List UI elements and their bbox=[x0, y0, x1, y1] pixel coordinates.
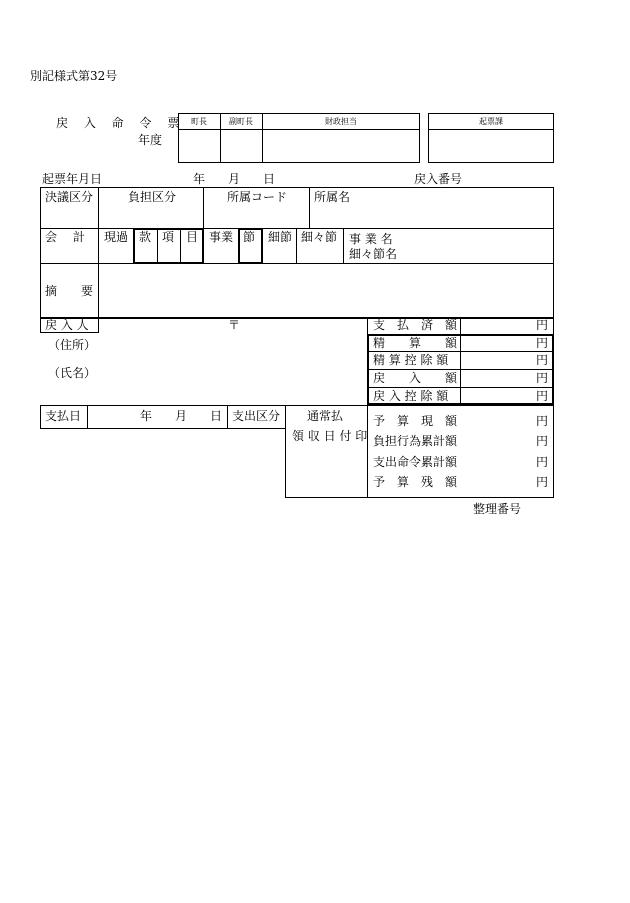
drafting-section-stamp-label: 起票課 bbox=[479, 117, 503, 126]
summary-label: 摘 要 bbox=[45, 284, 94, 298]
draft-date-month: 月 bbox=[228, 172, 241, 186]
accounting-label: 会 計 bbox=[45, 230, 88, 244]
amount-unit-settlement: 円 bbox=[536, 336, 549, 350]
payment-date-label: 支払日 bbox=[45, 409, 82, 423]
resolution-category-label: 決議区分 bbox=[45, 190, 94, 204]
amount-label-settlement: 精 算 額 bbox=[373, 336, 458, 350]
budget-current-unit: 円 bbox=[536, 414, 549, 428]
setsu-label: 節 bbox=[243, 230, 256, 244]
address-label: （住所） bbox=[48, 338, 97, 352]
payment-category-value: 通常払 bbox=[307, 409, 344, 423]
payment-category-label: 支出区分 bbox=[232, 409, 281, 423]
payment-order-cumulative-unit: 円 bbox=[536, 455, 549, 469]
moku-label: 目 bbox=[186, 230, 199, 244]
amount-label-return: 戻 入 額 bbox=[373, 371, 458, 385]
burden-category-label: 負担区分 bbox=[128, 190, 177, 204]
saisaisetsu-label: 細々節 bbox=[301, 230, 338, 244]
amount-label-return-deduction: 戻 入 控 除 額 bbox=[373, 389, 449, 403]
amount-label-paid: 支 払 済 額 bbox=[373, 318, 458, 332]
postal-mark: 〒 bbox=[228, 318, 241, 332]
amount-label-settlement-deduction: 精 算 控 除 額 bbox=[373, 353, 449, 367]
saisaisetsu-name-label: 細々節名 bbox=[349, 247, 398, 261]
amount-unit-return: 円 bbox=[536, 371, 549, 385]
project-label: 事業 bbox=[209, 230, 234, 244]
mayor-stamp-label: 町長 bbox=[191, 117, 207, 126]
reference-number-label: 整理番号 bbox=[473, 502, 522, 516]
dept-name-label: 所属名 bbox=[314, 190, 351, 204]
budget-remaining-label: 予 算 残 額 bbox=[373, 475, 458, 489]
deputy-mayor-stamp-label: 副町長 bbox=[229, 117, 253, 126]
form-number: 別記様式第32号 bbox=[30, 69, 118, 83]
draft-date-day: 日 bbox=[263, 172, 276, 186]
receipt-date-stamp-label: 領 収 日 付 印 bbox=[292, 429, 368, 443]
amount-unit-return-deduction: 円 bbox=[536, 389, 549, 403]
amount-unit-settlement-deduction: 円 bbox=[536, 353, 549, 367]
kan-label: 款 bbox=[139, 230, 152, 244]
budget-current-label: 予 算 現 額 bbox=[373, 414, 458, 428]
fiscal-year-label: 年度 bbox=[138, 133, 163, 147]
form-title: 戻 入 命 令 票 bbox=[56, 116, 186, 130]
saisetsu-label: 細節 bbox=[268, 230, 293, 244]
payment-date-month: 月 bbox=[175, 409, 188, 423]
payment-date-year: 年 bbox=[140, 409, 153, 423]
burden-cumulative-label: 負担行為累計額 bbox=[373, 434, 458, 448]
name-label: （氏名） bbox=[48, 366, 97, 380]
payment-order-cumulative-label: 支出命令累計額 bbox=[373, 455, 458, 469]
budget-remaining-unit: 円 bbox=[536, 475, 549, 489]
payment-date-day: 日 bbox=[210, 409, 223, 423]
project-name-label: 事 業 名 bbox=[349, 232, 393, 246]
payer-label: 戻 入 人 bbox=[45, 318, 89, 332]
current-past-label: 現過 bbox=[104, 230, 129, 244]
amount-unit-paid: 円 bbox=[536, 318, 549, 332]
draft-date-year: 年 bbox=[193, 172, 206, 186]
burden-cumulative-unit: 円 bbox=[536, 434, 549, 448]
draft-date-label: 起票年月日 bbox=[42, 172, 103, 186]
dept-code-label: 所属コード bbox=[227, 190, 288, 204]
return-number-label: 戻入番号 bbox=[414, 172, 463, 186]
finance-stamp-label: 財政担当 bbox=[325, 117, 357, 126]
kou-label: 項 bbox=[162, 230, 175, 244]
